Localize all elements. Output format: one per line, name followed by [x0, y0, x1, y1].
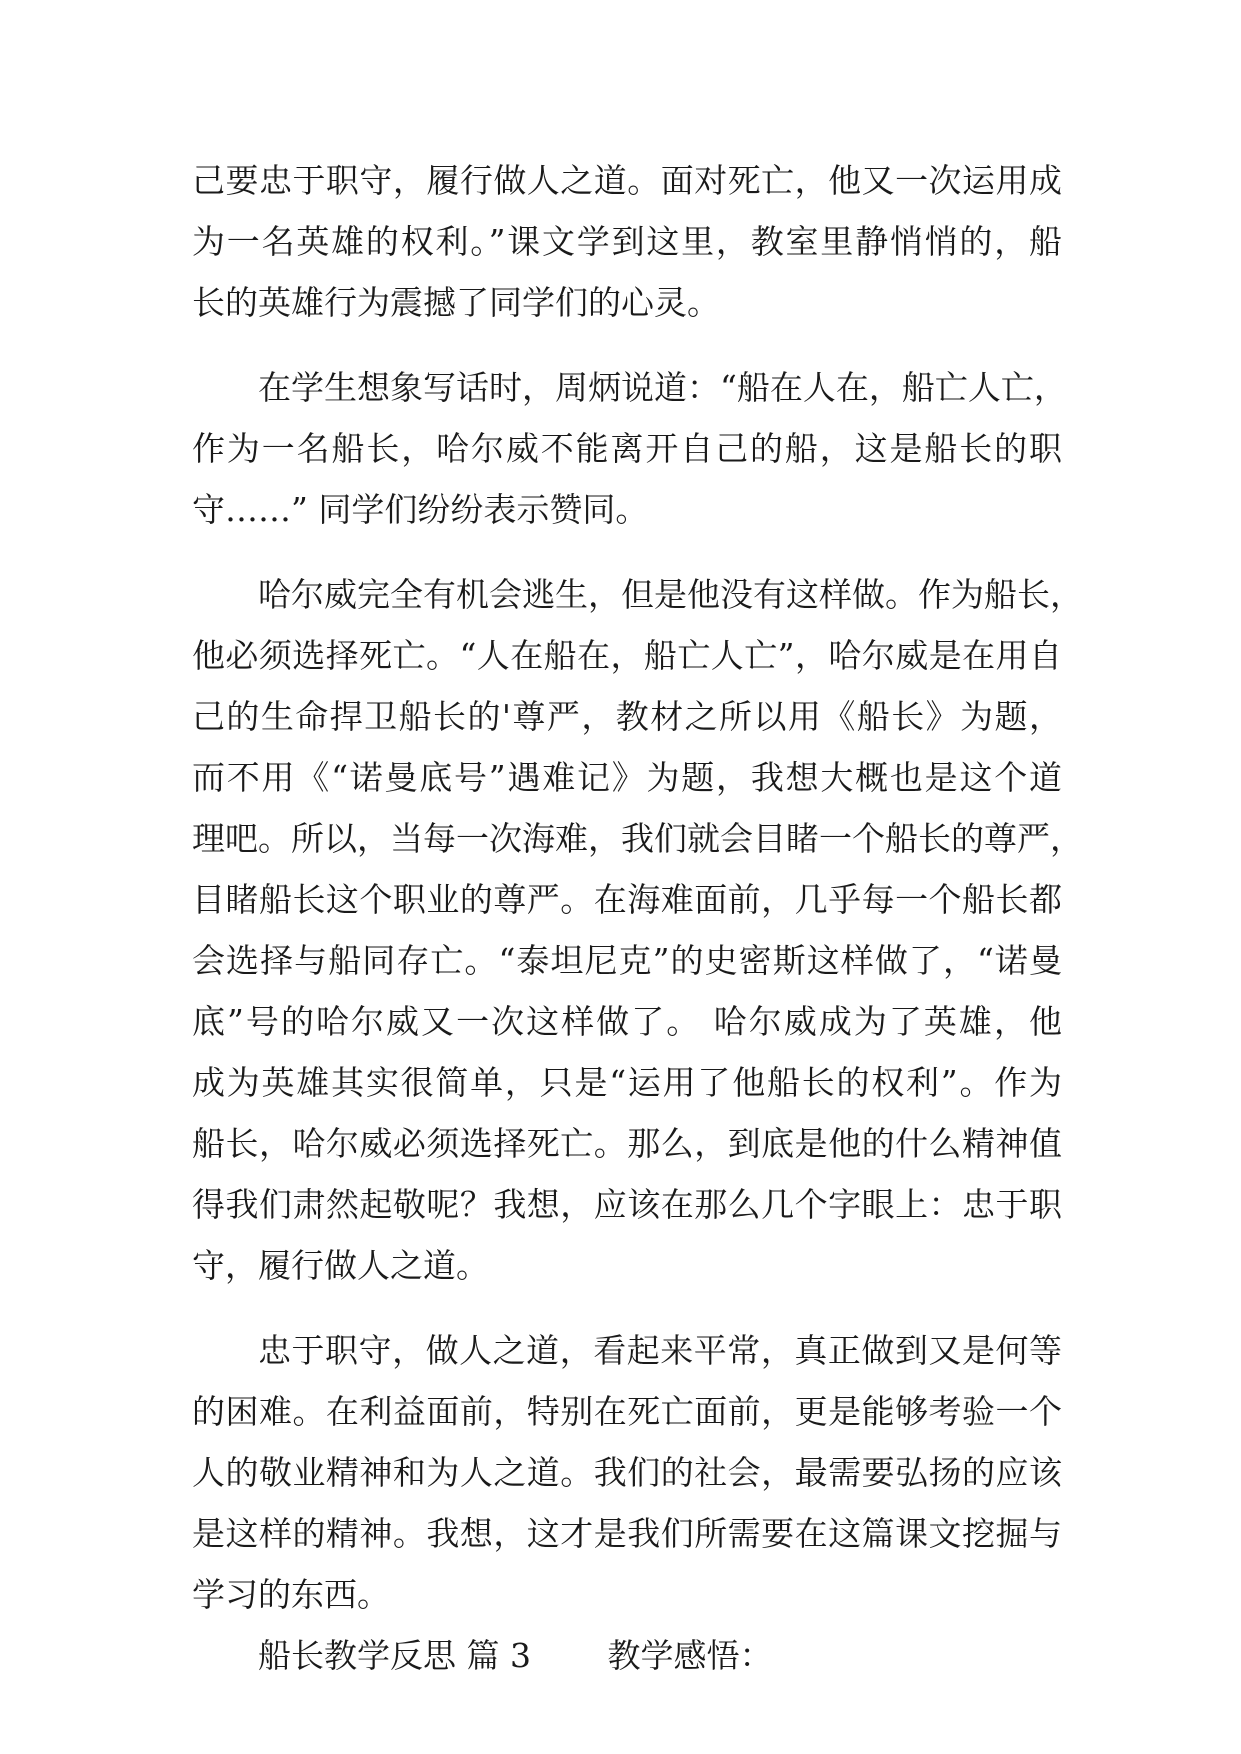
text-line: 的困难。在利益面前，特别在死亡面前，更是能够考验一个: [192, 1392, 1062, 1431]
text-line: 哈尔威完全有机会逃生，但是他没有这样做。作为船长，: [258, 575, 1083, 614]
text-line: 守，履行做人之道。: [192, 1246, 489, 1285]
text-line: 忠于职守，做人之道，看起来平常，真正做到又是何等: [258, 1331, 1062, 1370]
text-line: 己要忠于职守，履行做人之道。面对死亡，他又一次运用成: [192, 161, 1062, 200]
paragraph: [192, 150, 1062, 333]
text-line: 理吧。所以，当每一次海难，我们就会目睹一个船长的尊严，: [192, 819, 1083, 858]
paragraph-gap: [192, 1296, 1062, 1320]
text-line: 人的敬业精神和为人之道。我们的社会，最需要弘扬的应该: [192, 1453, 1062, 1492]
text-line: 得我们肃然起敬呢？我想，应该在那么几个字眼上：忠于职: [192, 1185, 1062, 1224]
text-line: 底”号的哈尔威又一次这样做了。 哈尔威成为了英雄，他: [192, 1002, 1062, 1041]
text-line: 己的生命捍卫船长的'尊严，教材之所以用《船长》为题，: [192, 697, 1062, 736]
text-line: 目睹船长这个职业的尊严。在海难面前，几乎每一个船长都: [192, 880, 1062, 919]
text-line: 作为一名船长，哈尔威不能离开自己的船，这是船长的职: [192, 429, 1062, 468]
text-line: 而不用《“诺曼底号”遇难记》为题，我想大概也是这个道: [192, 758, 1062, 797]
paragraph-gap: [192, 333, 1062, 357]
text-line: 船长教学反思 篇 3 教学感悟：: [258, 1636, 773, 1675]
paragraph: [192, 564, 1083, 1296]
text-line: 在学生想象写话时，周炳说道：“船在人在，船亡人亡，: [258, 368, 1067, 407]
text-line: 他必须选择死亡。“人在船在，船亡人亡”，哈尔威是在用自: [192, 636, 1062, 675]
section-heading: [192, 1625, 1062, 1686]
paragraph-gap: [192, 540, 1062, 564]
text-line: 学习的东西。: [192, 1575, 390, 1614]
text-line: 会选择与船同存亡。“泰坦尼克”的史密斯这样做了，“诺曼: [192, 941, 1062, 980]
text-line: 守……” 同学们纷纷表示赞同。: [192, 490, 649, 529]
document-body: [192, 150, 1083, 1686]
text-line: 船长，哈尔威必须选择死亡。那么，到底是他的什么精神值: [192, 1124, 1062, 1163]
text-line: 长的英雄行为震撼了同学们的心灵。: [192, 283, 720, 322]
paragraph: [192, 357, 1067, 540]
text-line: 成为英雄其实很简单，只是“运用了他船长的权利”。作为: [192, 1063, 1062, 1102]
text-line: 为一名英雄的权利。”课文学到这里，教室里静悄悄的，船: [192, 222, 1062, 261]
paragraph: [192, 1320, 1062, 1625]
text-line: 是这样的精神。我想，这才是我们所需要在这篇课文挖掘与: [192, 1514, 1062, 1553]
